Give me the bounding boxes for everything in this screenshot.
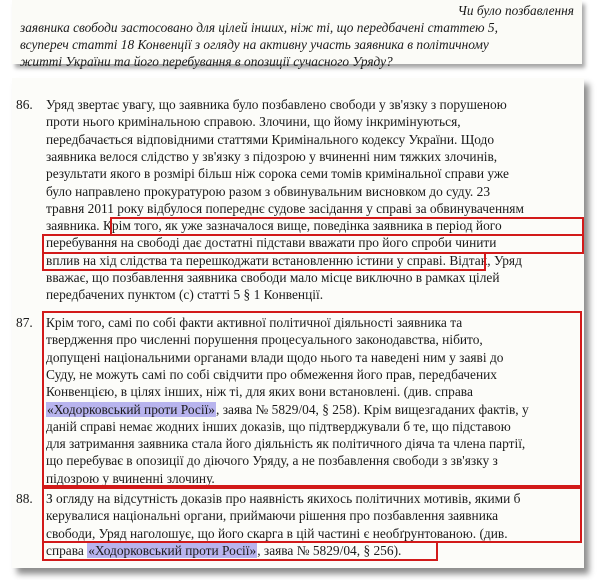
paragraph-line: твердження про численні порушення процесуального законодавства, нібито, bbox=[46, 332, 483, 348]
paragraph-line: що перебуває в опозиції до діючого Уряду, а не позбавлення свободи з зв'язку з bbox=[46, 453, 498, 469]
paragraph-line: Крім того, самі по собі факти активної політичної діяльності заявника та bbox=[46, 315, 463, 330]
paragraph-line-case-ref bbox=[46, 542, 401, 559]
paragraph-line: вважає, що позбавлення заявника свободи мало місце виключно в рамках цілей bbox=[46, 270, 500, 285]
paragraph-line: передбачається відповідними статтями Кримінального кодексу України. Щодо bbox=[46, 131, 495, 147]
question-line: Чи було позбавлення bbox=[457, 3, 574, 18]
paragraph-number: 87. bbox=[16, 315, 33, 330]
paragraph-line: для затримання заявника стала його діяльність як політичного діяча та члена партії, bbox=[46, 436, 526, 452]
paragraph-line: Суду, не можуть самі по собі свідчити про обмеження його прав, передбачених bbox=[46, 366, 497, 382]
paragraph-line: заявника. Крім того, як уже зазначалося вище, поведінка заявника в період його bbox=[46, 218, 502, 234]
case-reference-highlight: «Ходорковський проти Росії» bbox=[47, 401, 216, 417]
document-sheet bbox=[12, 78, 584, 568]
question-line: житті України та його перебування в опозиції сучасного Уряду? bbox=[20, 54, 393, 69]
paragraph-line: перебування на свободі дає достатні підстави вважати про його спроби чинити bbox=[46, 235, 497, 251]
paragraph-line: допущені національними органами влади щодо нього та наведені ним у заяві до bbox=[46, 349, 504, 365]
case-reference-rest: , заява № 5829/04, § 258). Крім вищезгаданих фактів, у bbox=[216, 401, 529, 417]
paragraph-line: даній справі немає жодних інших доказів, що підтверджували б те, що підставою bbox=[46, 418, 511, 434]
paragraph-line: вплив на хід слідства та перешкоджати встановленню істини у справі. Відтак, Уряд bbox=[46, 252, 522, 268]
paragraph-line: підозрою у вчиненні злочину. bbox=[46, 470, 215, 486]
question-heading bbox=[12, 0, 582, 69]
question-line: всупереч статті 18 Конвенції з огляду на активну участь заявника в політичному bbox=[20, 37, 489, 52]
paragraph-number: 86. bbox=[16, 97, 33, 112]
paragraph-line: проти нього кримінальною справою. Злочини, що йому інкримінуються, bbox=[46, 114, 461, 130]
case-reference-prefix: справа bbox=[46, 542, 88, 558]
paragraph-line: результати якого в розмірі більш ніж сорока семи томів кримінальної справи уже bbox=[46, 166, 509, 182]
paragraph-line: травня 2011 року відбулося попереднє судове засідання у справі за обвинуваченням bbox=[46, 200, 524, 216]
question-line: заявника свободи застосовано для цілей інших, ніж ті, що передбачені статтею 5, bbox=[20, 20, 498, 35]
paragraph-line: Конвенцією, в цілях інших, ніж ті, для яких вони встановлені. (див. справа bbox=[46, 384, 473, 400]
case-reference-highlight: «Ходорковський проти Росії» bbox=[88, 542, 257, 558]
paragraph-line: керувалися національні органи, приймаючи рішення про позбавлення заявника bbox=[46, 508, 499, 524]
paragraph-line: заявника велося слідство у зв'язку з підозрою у вчиненні ним тяжких злочинів, bbox=[46, 148, 498, 164]
paragraph-line: З огляду на відсутність доказів про наявність якихось політичних мотивів, якими б bbox=[46, 491, 521, 506]
paragraph-line-case-ref bbox=[46, 401, 529, 418]
paragraph-line: свободи, Уряд наголошує, що його скарга в цій частині є необґрунтованою. (див. bbox=[46, 525, 508, 541]
paragraph-line: було направлено прокуратурою разом з обвинувальним висновком до суду. 23 bbox=[46, 183, 491, 199]
paragraph-number: 88. bbox=[16, 491, 33, 506]
case-reference-rest: , заява № 5829/04, § 256). bbox=[257, 542, 402, 558]
paragraph-line: Уряд звертає увагу, що заявника було позбавлено свободи у зв'язку з порушеною bbox=[46, 97, 507, 112]
paragraph-line: передбачених пунктом (c) статті 5 § 1 Конвенції. bbox=[46, 287, 324, 303]
